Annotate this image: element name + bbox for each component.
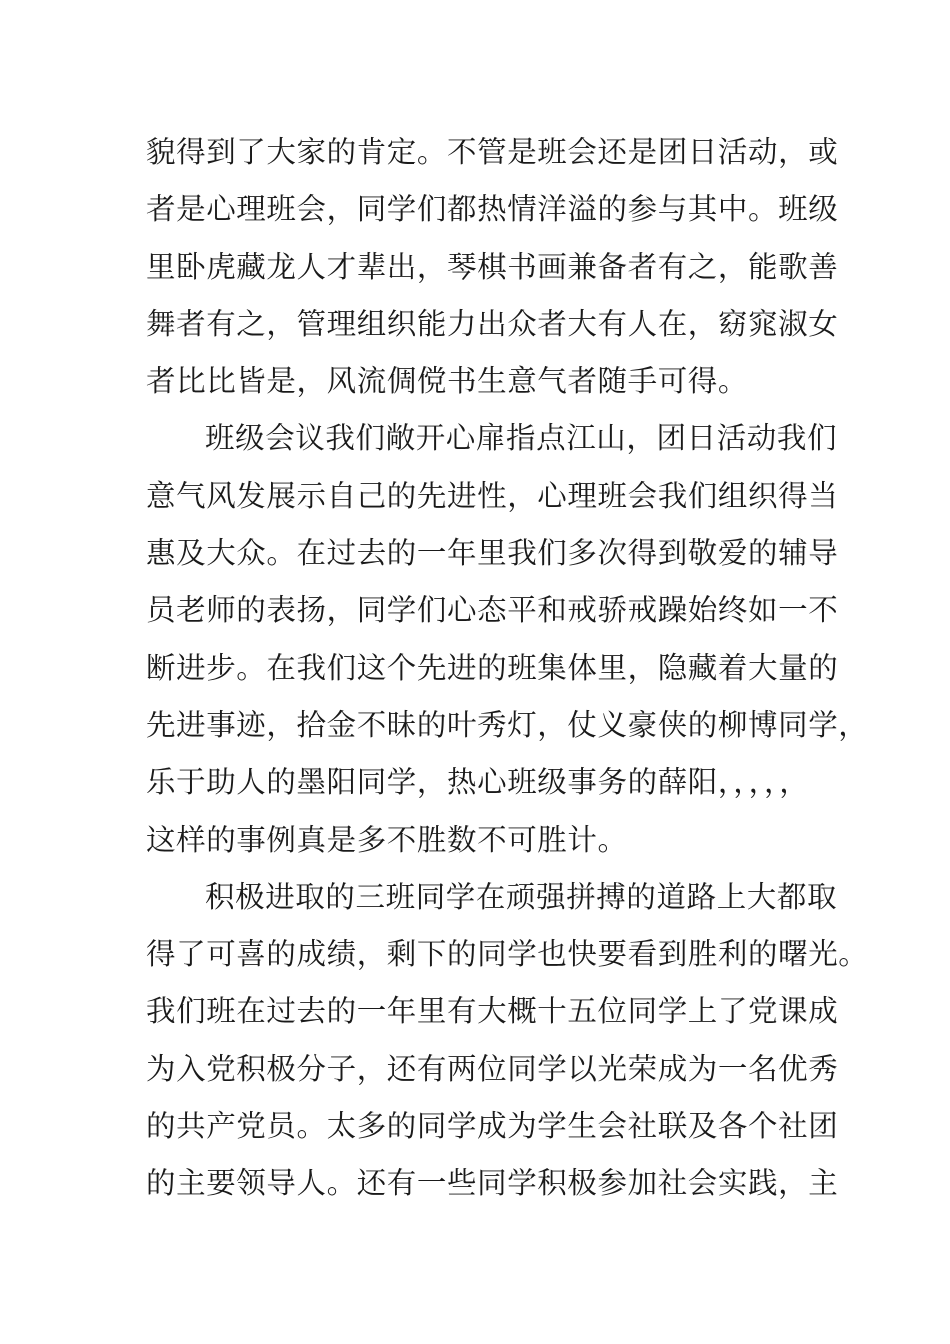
text-line: 我们班在过去的一年里有大概十五位同学上了党课成 [146,994,839,1029]
text-line: 乐于助人的墨阳同学，热心班级事务的薛阳，，，，， [146,765,810,800]
text-line: 者比比皆是，风流倜傥书生意气者随手可得。 [146,364,749,399]
text-line: 舞者有之，管理组织能力出众者大有人在，窈窕淑女 [146,306,839,341]
text-line: 貌得到了大家的肯定。不管是班会还是团日活动，或 [146,135,839,169]
text-line: 为入党积极分子，还有两位同学以光荣成为一名优秀 [146,1051,839,1086]
text-line: 的共产党员。太多的同学成为学生会社联及各个社团 [146,1109,839,1144]
document-body [146,124,869,1213]
text-line: 里卧虎藏龙人才辈出，琴棋书画兼备者有之，能歌善 [146,249,839,284]
text-line: 者是心理班会，同学们都热情洋溢的参与其中。班级 [146,192,839,227]
paragraph-first-line: 积极进取的三班同学在顽强拼搏的道路上大都取 [205,879,838,914]
text-line: 这样的事例真是多不胜数不可胜计。 [146,822,628,857]
text-line: 先进事迹，拾金不昧的叶秀灯，仗义豪侠的柳博同学， [146,707,869,742]
text-line: 员老师的表扬，同学们心态平和戒骄戒躁始终如一不 [146,593,839,628]
paragraph-first-line: 班级会议我们敞开心扉指点江山，团日活动我们 [205,421,838,456]
text-line: 的主要领导人。还有一些同学积极参加社会实践，主 [146,1166,839,1201]
text-line: 惠及大众。在过去的一年里我们多次得到敬爱的辅导 [146,536,839,571]
text-line: 得了可喜的成绩，剩下的同学也快要看到胜利的曙光。 [146,937,869,972]
text-line: 断进步。在我们这个先进的班集体里，隐藏着大量的 [146,650,839,685]
text-line: 意气风发展示自己的先进性，心理班会我们组织得当 [146,478,839,513]
